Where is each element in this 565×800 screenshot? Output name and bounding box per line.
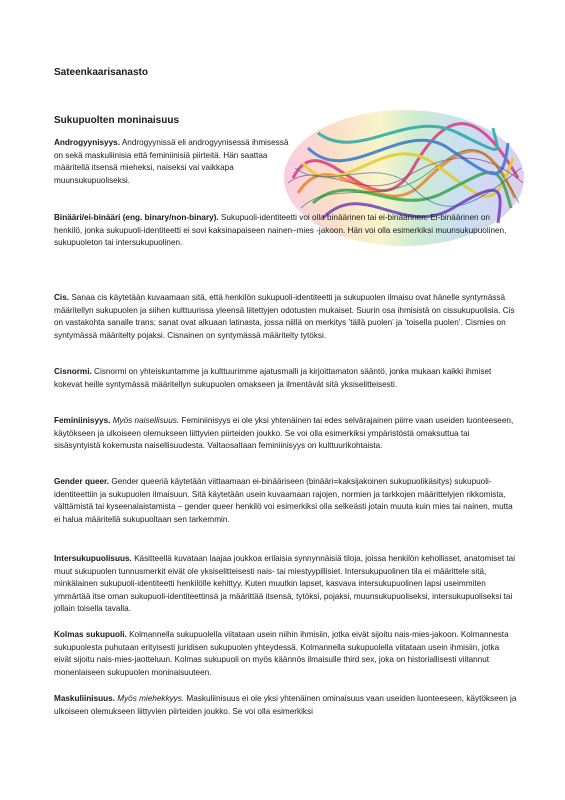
entry-term: Kolmas sukupuoli. [54, 630, 127, 639]
entry-body: Gender queeriä käytetään viittaamaan ei-binääriseen (binääri=kaksijakoinen sukupuolikäsitys) sukupuoli-identiteettiin ja sukupuolen ilmaisuun. Sitä käytetään usein kuvaamaan rajojen, normien ja tarkkojen määrittelyjen rikkomista, välttämistä tai kyseenalaistamista – gender queer henkilö voi esimerkiksi olla selkeästi jotain muuta kuin mies tai nainen, mutta ei halua määritellä sukupuoltaan sen tarkemmin. [54, 477, 513, 524]
entry-body: Sanaa cis käytetään kuvaamaan sitä, että henkilön sukupuoli-identiteetti ja sukupuolen ilmaisu ovat hänelle syntymässä määritellyn sukupuolen ja siihen kulttuurissa yleensä liitettyjen odotusten mukaiset. Suurin osa ihmisistä on cissukupuolisia. Cis on vastakohta sanalle trans; sanat ovat alkuaan latinasta, jossa niillä on merkitys ’tällä puolen’ ja ’toisella puolen’. Cismies on syntymässä määritelty pojaksi. Cisnainen on syntymässä määritelty tytöksi. [54, 293, 515, 340]
entry-feminiinisyys [54, 415, 518, 453]
entry-maskuliinisuus [54, 693, 518, 718]
entry-intersukupuolisuus [54, 553, 518, 616]
entry-gender-queer [54, 476, 518, 526]
entry-body: Maskuliinisuus ei ole yksi yhtenäinen ominaisuus vaan useiden luonteeseen, käytökseen ja ulkoiseen olemukseen liittyvien piirteiden joukko. Se voi olla esimerkiksi [54, 694, 517, 716]
section-title: Sukupuolten moninaisuus [54, 115, 180, 126]
entry-cis [54, 292, 518, 342]
entry-term: Cisnormi. [54, 367, 92, 376]
entry-term: Maskuliinisuus. [54, 694, 115, 703]
entry-cisnormi [54, 366, 518, 391]
entry-body: Feminiinisyys ei ole yksi yhtenäinen tai edes selvärajainen piirre vaan useiden luonteeseen, käytökseen ja ulkoiseen olemukseen liittyvien piirteiden joukko. Se voi olla esimerkiksi ympäristöstä omaksuttua tai sisäsyntyistä kokemusta naisellisuudesta. Valtaosaltaan feminiinisyys on kulttuurikohtaista. [54, 416, 514, 451]
entry-body: Androgyynissä eli androgyynisessä ihmisessä on sekä maskuliinisia että feminiinisiä piirteitä. Hän saattaa määritellä itsensä mieheksi, naiseksi vai vaikkapa muunsukupuoliseksi. [54, 138, 289, 185]
entry-term: Feminiinisyys. [54, 416, 111, 425]
entry-subtitle: Myös naisellisuus. [112, 416, 180, 425]
document-title: Sateenkaarisanasto [54, 67, 148, 78]
entry-body: Cisnormi on yhteiskuntamme ja kulttuurimme ajatusmalli ja kirjoittamaton sääntö, jonka mukaan kaikki ihmiset kokevat heille syntymässä määritellyn sukupuolen omakseen ja ilmentävät sitä yksiselitteisesti. [54, 367, 492, 389]
entry-androgyynisyys [54, 137, 299, 187]
entry-kolmas-sukupuoli [54, 629, 518, 679]
entry-body: Sukupuoli-identiteetti voi olla binäärinen tai ei-binäärinen. Ei-binäärinen on henkilö, jonka sukupuoli-identiteetti ei sovi kaksinapaiseen nainen–mies -jakoon. Hän voi olla esimerkiksi muunsukupuolinen, sukupuoleton tai intersukupuolinen. [54, 213, 507, 248]
entry-term: Binääri/ei-binääri (eng. binary/non-binary). [54, 213, 219, 222]
entry-term: Gender queer. [54, 477, 110, 486]
entry-term: Cis. [54, 293, 70, 302]
entry-term: Intersukupuolisuus. [54, 554, 132, 563]
entry-body: Käsitteellä kuvataan laajaa joukkoa erilaisia synnynnäisiä tiloja, joissa henkilön kehollisset, anatomiset tai muut sukupuolen tunnusmerkit eivät ole yksiselitteisesti nais- tai miestyypillisiet. Intersukupuolinen tila ei määrittele sitä, minkälainen sukupuoli-identiteetti henkilölle kehittyy. Kuten muutkin lapset, kasvava intersukupuolinen lapsi useimmiten ymmärtää itse oman sukupuoli-identiteettinsä ja määrittää itsensä, tytöksi, pojaksi, muunsukupuoliseksi, intersukupuoliseksi tai jollain toisella tavalla. [54, 554, 516, 614]
entry-binaari [54, 212, 518, 250]
entry-body: Kolmannella sukupuolella viitataan usein niihin ihmisiin, jotka eivät sijoitu nais-mies-jakoon. Kolmannesta sukupuolesta puhutaan erityisesti juridisen sukupuolen yhteydessä. Kolmannella sukupuolella viitataan usein ihmisiin, jotka eivät sijoitu nais-mies-jaotteluun. Kolmas sukupuoli on myös käännös ilmaisulle third sex, joka on historiallisesti viitannut monenlaiseen sukupuolen moninaisuuteen. [54, 630, 509, 677]
entry-term: Androgyynisyys. [54, 138, 120, 147]
entry-subtitle: Myös miehekkyys. [117, 694, 185, 703]
